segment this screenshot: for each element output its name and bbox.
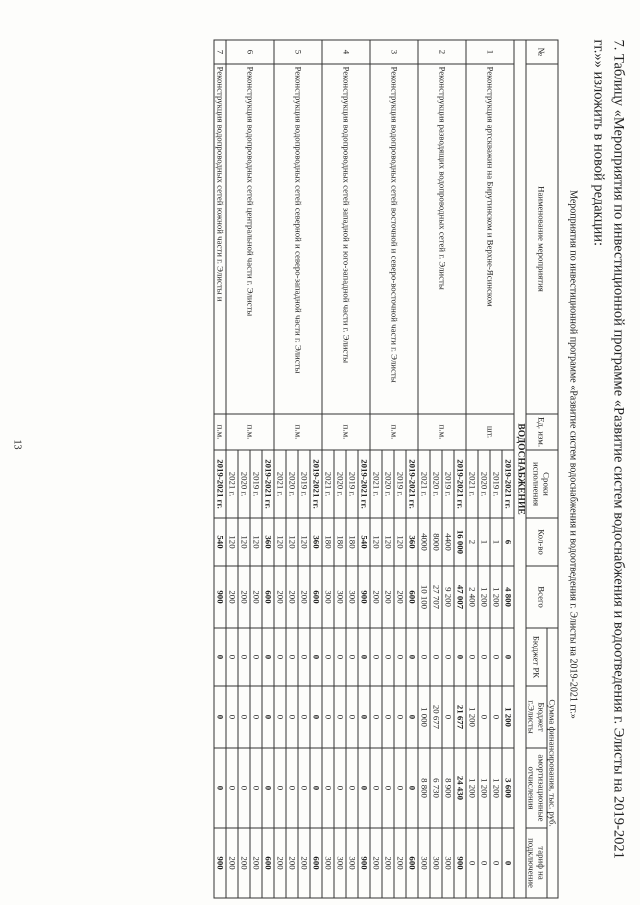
total-cell: 200 [250,566,262,628]
amort-cell: 0 [226,748,238,828]
table-row [214,40,226,898]
qty-cell: 360 [262,518,274,566]
budget-rk-cell: 0 [490,628,502,686]
amort-cell: 0 [358,748,370,828]
total-cell: 9 200 [442,566,454,628]
qty-cell: 2 [466,518,478,566]
total-cell: 600 [406,566,418,628]
rotated-document-page [1,0,640,905]
qty-cell: 120 [274,518,286,566]
tariff-cell: 600 [310,828,322,898]
tariff-cell: 300 [322,828,334,898]
budget-city-cell: 0 [298,686,310,748]
period-cell: 2019-2021 гг. [262,450,274,518]
total-cell: 2 400 [466,566,478,628]
tariff-cell: 200 [238,828,250,898]
budget-city-cell: 0 [226,686,238,748]
budget-rk-cell: 0 [346,628,358,686]
measure-number: 3 [370,40,418,64]
tariff-cell: 0 [466,828,478,898]
measure-unit: п.м. [214,414,226,450]
col-num-header: № [526,40,558,64]
budget-rk-cell: 0 [406,628,418,686]
tariff-cell: 600 [406,828,418,898]
period-cell: 2020 г. [238,450,250,518]
measure-unit: п.м. [226,414,274,450]
total-cell: 200 [274,566,286,628]
table-body [214,40,526,898]
period-cell: 2020 г. [286,450,298,518]
total-cell: 200 [298,566,310,628]
qty-cell: 6 [502,518,514,566]
measure-name: Реконструкция водопроводных сетей западной и юго-западной части г. Элисты [322,64,370,414]
qty-cell: 360 [406,518,418,566]
total-cell: 300 [334,566,346,628]
budget-rk-cell: 0 [262,628,274,686]
budget-rk-cell: 0 [394,628,406,686]
col-tariff-header: тариф на подключение [526,828,547,898]
qty-cell: 180 [346,518,358,566]
budget-city-cell: 0 [262,686,274,748]
document-heading: 7. Таблицу «Мероприятия по инвестиционной программе «Развитие систем водоснабжения и водоотведения г. Элисты на 2019-2021 гг.»» изложить в новой редакции: [590,39,627,859]
tariff-cell: 200 [250,828,262,898]
total-cell: 900 [214,566,226,628]
amort-cell: 0 [262,748,274,828]
total-cell: 200 [226,566,238,628]
budget-city-cell: 0 [250,686,262,748]
period-cell: 2020 г. [430,450,442,518]
measure-unit: шт. [466,414,514,450]
qty-cell: 180 [322,518,334,566]
budget-rk-cell: 0 [214,628,226,686]
budget-rk-cell: 0 [454,628,466,686]
budget-rk-cell: 0 [430,628,442,686]
measure-unit: п.м. [370,414,418,450]
total-cell: 600 [262,566,274,628]
measure-number: 7 [214,40,226,64]
total-cell: 200 [238,566,250,628]
budget-rk-cell: 0 [238,628,250,686]
budget-rk-cell: 0 [298,628,310,686]
measure-name: Реконструкция артскважин на Бирутинском и Верхне-Ясинском [466,64,514,414]
col-name-header: Наименование мероприятия [526,64,558,414]
qty-cell: 120 [238,518,250,566]
amort-cell: 0 [250,748,262,828]
col-amort-header: амортизационные отчисления [526,748,547,828]
amort-cell: 0 [310,748,322,828]
measure-name: Реконструкция водопроводных сетей северной и северо-западной части г. Элисты [274,64,322,414]
amort-cell: 1 200 [466,748,478,828]
budget-rk-cell: 0 [286,628,298,686]
period-cell: 2021 г. [466,450,478,518]
budget-rk-cell: 0 [466,628,478,686]
table-caption: Мероприятия по инвестиционной программе «Развитие систем водоснабжения и водоотведения г. Элисты на 2019-2021 гг.» [567,190,579,719]
col-budget-rk-header: Бюджет РК [526,628,547,686]
period-cell: 2021 г. [370,450,382,518]
total-cell: 1 200 [490,566,502,628]
total-cell: 1 200 [478,566,490,628]
budget-city-cell: 21 677 [454,686,466,748]
budget-city-cell: 0 [382,686,394,748]
amort-cell: 8 900 [442,748,454,828]
table-row [310,40,322,898]
table-row [358,40,370,898]
budget-city-cell: 0 [442,686,454,748]
budget-city-cell: 0 [334,686,346,748]
total-cell: 4 800 [502,566,514,628]
measure-unit: п.м. [274,414,322,450]
budget-city-cell: 0 [322,686,334,748]
tariff-cell: 200 [274,828,286,898]
amort-cell: 0 [346,748,358,828]
period-cell: 2019 г. [394,450,406,518]
period-cell: 2019 г. [442,450,454,518]
amort-cell: 0 [322,748,334,828]
amort-cell: 0 [214,748,226,828]
measure-unit: п.м. [322,414,370,450]
period-cell: 2019 г. [346,450,358,518]
qty-cell: 120 [394,518,406,566]
budget-city-cell: 0 [286,686,298,748]
tariff-cell: 300 [346,828,358,898]
period-cell: 2020 г. [382,450,394,518]
amort-cell: 0 [382,748,394,828]
qty-cell: 4000 [418,518,430,566]
qty-cell: 360 [310,518,322,566]
section-title: ВОДОСНАБЖЕНИЕ [514,40,526,898]
amort-cell: 1 200 [490,748,502,828]
col-budget-city-header: Бюджет г.Элисты [526,686,547,748]
tariff-cell: 200 [226,828,238,898]
period-cell: 2019-2021 гг. [502,450,514,518]
amort-cell: 0 [406,748,418,828]
tariff-cell: 900 [214,828,226,898]
table-row [454,40,466,898]
amort-cell: 0 [298,748,310,828]
tariff-cell: 200 [370,828,382,898]
budget-city-cell: 0 [346,686,358,748]
tariff-cell: 600 [262,828,274,898]
qty-cell: 120 [298,518,310,566]
tariff-cell: 300 [430,828,442,898]
total-cell: 200 [286,566,298,628]
total-cell: 200 [394,566,406,628]
qty-cell: 120 [226,518,238,566]
table-row [502,40,514,898]
budget-rk-cell: 0 [250,628,262,686]
total-cell: 47 007 [454,566,466,628]
budget-rk-cell: 0 [226,628,238,686]
measure-name: Реконструкция разводящих водопроводных сетей г. Элисты [418,64,466,414]
budget-city-cell: 20 677 [430,686,442,748]
investment-measures-table [214,40,559,899]
period-cell: 2019-2021 гг. [406,450,418,518]
budget-rk-cell: 0 [502,628,514,686]
tariff-cell: 300 [334,828,346,898]
qty-cell: 540 [214,518,226,566]
total-cell: 900 [358,566,370,628]
budget-city-cell: 0 [358,686,370,748]
tariff-cell: 900 [454,828,466,898]
total-cell: 300 [322,566,334,628]
tariff-cell: 0 [490,828,502,898]
amort-cell: 0 [238,748,250,828]
qty-cell: 120 [250,518,262,566]
budget-rk-cell: 0 [274,628,286,686]
total-cell: 27 707 [430,566,442,628]
tariff-cell: 200 [298,828,310,898]
measure-number: 4 [322,40,370,64]
tariff-cell: 200 [394,828,406,898]
period-cell: 2020 г. [478,450,490,518]
amort-cell: 0 [394,748,406,828]
page-number: 13 [11,439,23,450]
measure-name: Реконструкция водопроводных сетей южной части г. Элисты и [214,64,226,414]
budget-rk-cell: 0 [370,628,382,686]
qty-cell: 180 [334,518,346,566]
budget-rk-cell: 0 [310,628,322,686]
qty-cell: 1 [478,518,490,566]
funding-group-header: Сумма финансирования, тыс. руб. [547,628,558,898]
table-row [406,40,418,898]
budget-rk-cell: 0 [382,628,394,686]
period-cell: 2021 г. [226,450,238,518]
period-cell: 2021 г. [322,450,334,518]
table-header [526,40,558,898]
budget-rk-cell: 0 [418,628,430,686]
period-cell: 2019-2021 гг. [358,450,370,518]
budget-rk-cell: 0 [478,628,490,686]
period-cell: 2019-2021 гг. [214,450,226,518]
period-cell: 2019-2021 гг. [310,450,322,518]
budget-city-cell: 0 [490,686,502,748]
tariff-cell: 900 [358,828,370,898]
budget-rk-cell: 0 [334,628,346,686]
tariff-cell: 200 [382,828,394,898]
budget-rk-cell: 0 [442,628,454,686]
amort-cell: 0 [370,748,382,828]
amort-cell: 3 600 [502,748,514,828]
amort-cell: 1 200 [478,748,490,828]
col-qty-header: Кол-во [526,518,558,566]
qty-cell: 1 [490,518,502,566]
measure-name: Реконструкция водопроводных сетей центральной части г. Элисты [226,64,274,414]
budget-rk-cell: 0 [322,628,334,686]
qty-cell: 120 [286,518,298,566]
period-cell: 2019 г. [250,450,262,518]
tariff-cell: 0 [478,828,490,898]
measure-number: 5 [274,40,322,64]
tariff-cell: 0 [502,828,514,898]
qty-cell: 540 [358,518,370,566]
tariff-cell: 200 [286,828,298,898]
period-cell: 2019 г. [490,450,502,518]
total-cell: 300 [346,566,358,628]
measure-number: 2 [418,40,466,64]
total-cell: 600 [310,566,322,628]
budget-rk-cell: 0 [358,628,370,686]
budget-city-cell: 0 [370,686,382,748]
amort-cell: 0 [334,748,346,828]
amort-cell: 6 730 [430,748,442,828]
budget-city-cell: 0 [394,686,406,748]
period-cell: 2019 г. [298,450,310,518]
budget-city-cell: 0 [274,686,286,748]
qty-cell: 120 [382,518,394,566]
amort-cell: 0 [286,748,298,828]
budget-city-cell: 0 [406,686,418,748]
period-cell: 2021 г. [274,450,286,518]
tariff-cell: 300 [442,828,454,898]
amort-cell: 8 800 [418,748,430,828]
amort-cell: 24 430 [454,748,466,828]
qty-cell: 120 [370,518,382,566]
total-cell: 200 [382,566,394,628]
budget-city-cell: 0 [238,686,250,748]
measure-number: 1 [466,40,514,64]
measure-unit: п.м. [418,414,466,450]
budget-city-cell: 0 [310,686,322,748]
budget-city-cell: 1 200 [502,686,514,748]
budget-city-cell: 0 [478,686,490,748]
period-cell: 2021 г. [418,450,430,518]
period-cell: 2020 г. [334,450,346,518]
col-total-header: Всего [526,566,558,628]
budget-city-cell: 1 000 [418,686,430,748]
total-cell: 10 100 [418,566,430,628]
amort-cell: 0 [274,748,286,828]
measure-number: 6 [226,40,274,64]
qty-cell: 16 000 [454,518,466,566]
budget-city-cell: 1 200 [466,686,478,748]
section-row [514,40,526,898]
tariff-cell: 300 [418,828,430,898]
table-row [262,40,274,898]
col-period-header: Сроки исполнения [526,450,558,518]
budget-city-cell: 0 [214,686,226,748]
total-cell: 200 [370,566,382,628]
period-cell: 2019-2021 гг. [454,450,466,518]
measure-name: Реконструкция водопроводных сетей восточной и северо-восточной части г. Элисты [370,64,418,414]
qty-cell: 4400 [442,518,454,566]
col-unit-header: Ед. изм. [526,414,558,450]
qty-cell: 8000 [430,518,442,566]
